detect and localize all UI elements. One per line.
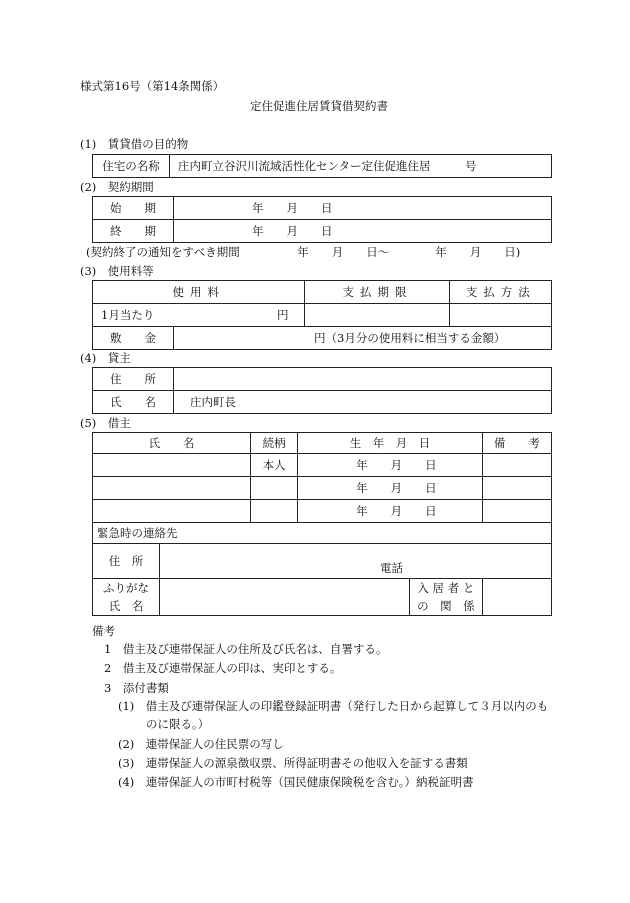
property-name-label: 住宅の名称 [93, 155, 170, 178]
fee-col-header: 使用料 [93, 281, 305, 304]
form-number: 様式第16号（第14条関係） [80, 79, 225, 93]
attachment-item: (4) 連帯保証人の市町村税等（国民健康保険税を含む。）納税証明書 [118, 775, 474, 789]
emergency-contact-heading: 緊急時の連絡先 [93, 523, 552, 544]
lessor-address-value [174, 368, 552, 391]
remarks-cell [482, 500, 551, 523]
deposit-value: 円（3月分の使用料に相当する金額） [174, 327, 552, 350]
dob-cell: 年 月 日 [298, 477, 483, 500]
lessee-name-cell [93, 500, 251, 523]
section5-heading: (5) 借主 [80, 416, 131, 430]
emergency-address-label: 住 所 [93, 544, 160, 579]
dob-cell: 年 月 日 [298, 454, 483, 477]
relation-cell [251, 500, 298, 523]
attachment-item-continuation: のに限る。） [146, 717, 210, 731]
relation-col-header: 続柄 [251, 433, 298, 454]
emergency-name-label [93, 579, 160, 616]
due-date-col-header: 支払期限 [305, 281, 450, 304]
attachment-item: (3) 連帯保証人の源泉徴収票、所得証明書その他収入を証する書類 [118, 756, 468, 770]
lessor-table [92, 367, 552, 414]
document-title: 定住促進住居賃貸借契約書 [250, 99, 388, 113]
payment-method-value [450, 304, 552, 327]
payment-method-col-header: 支払方法 [450, 281, 552, 304]
start-date-label: 始 期 [93, 197, 174, 220]
note-item: 3 添付書類 [104, 681, 169, 695]
note-item: 2 借主及び連帯保証人の印は、実印とする。 [104, 661, 342, 675]
emergency-name-value [160, 579, 410, 616]
relation-cell: 本人 [251, 454, 298, 477]
relation-label-line2: の 関 係 [417, 599, 475, 613]
due-date-value [305, 304, 450, 327]
notes-heading: 備考 [92, 624, 115, 638]
fee-table [92, 280, 552, 350]
relation-cell [251, 477, 298, 500]
section3-heading: (3) 使用料等 [80, 264, 154, 278]
section4-heading: (4) 貸主 [80, 351, 131, 365]
start-date-value: 年 月 日 [174, 197, 552, 220]
section1-heading: (1) 賃貸借の目的物 [80, 137, 189, 151]
dob-col-header: 生 年 月 日 [298, 433, 483, 454]
note-item: 1 借主及び連帯保証人の住所及び氏名は、自署する。 [104, 642, 388, 656]
relation-to-resident-label [409, 579, 482, 616]
lessee-name-cell [93, 477, 251, 500]
name-label: 氏 名 [108, 599, 144, 613]
remarks-cell [482, 454, 551, 477]
notice-period-note: (契約終了の通知をすべき期間 年 月 日～ 年 月 日) [86, 245, 521, 259]
lessee-name-cell [93, 454, 251, 477]
lessor-address-label: 住 所 [93, 368, 174, 391]
deposit-label: 敷 金 [93, 327, 174, 350]
furigana-label: ふりがな [103, 581, 149, 595]
lessee-table [92, 432, 552, 616]
monthly-fee-yen: 円 [174, 304, 305, 327]
remarks-col-header: 備 考 [482, 433, 551, 454]
lessor-name-label: 氏 名 [93, 391, 174, 414]
emergency-phone-label: 電話 [160, 544, 552, 579]
monthly-fee-label: 1月当たり [93, 304, 174, 327]
relation-to-resident-value [482, 579, 551, 616]
lessor-name-value: 庄内町長 [174, 391, 552, 414]
end-date-value: 年 月 日 [174, 220, 552, 243]
relation-label-line1: 入 居 者 と [417, 581, 475, 595]
remarks-cell [482, 477, 551, 500]
attachment-item: (1) 借主及び連帯保証人の印鑑登録証明書（発行した日から起算して３月以内のも [118, 699, 549, 713]
attachment-item: (2) 連帯保証人の住民票の写し [118, 737, 284, 751]
lessee-name-col-header: 氏 名 [93, 433, 251, 454]
section2-heading: (2) 契約期間 [80, 180, 154, 194]
contract-period-table [92, 196, 552, 243]
property-name-value: 庄内町立谷沢川流域活性化センター定住促進住居 号 [170, 155, 552, 178]
dob-cell: 年 月 日 [298, 500, 483, 523]
property-table [92, 154, 552, 178]
end-date-label: 終 期 [93, 220, 174, 243]
